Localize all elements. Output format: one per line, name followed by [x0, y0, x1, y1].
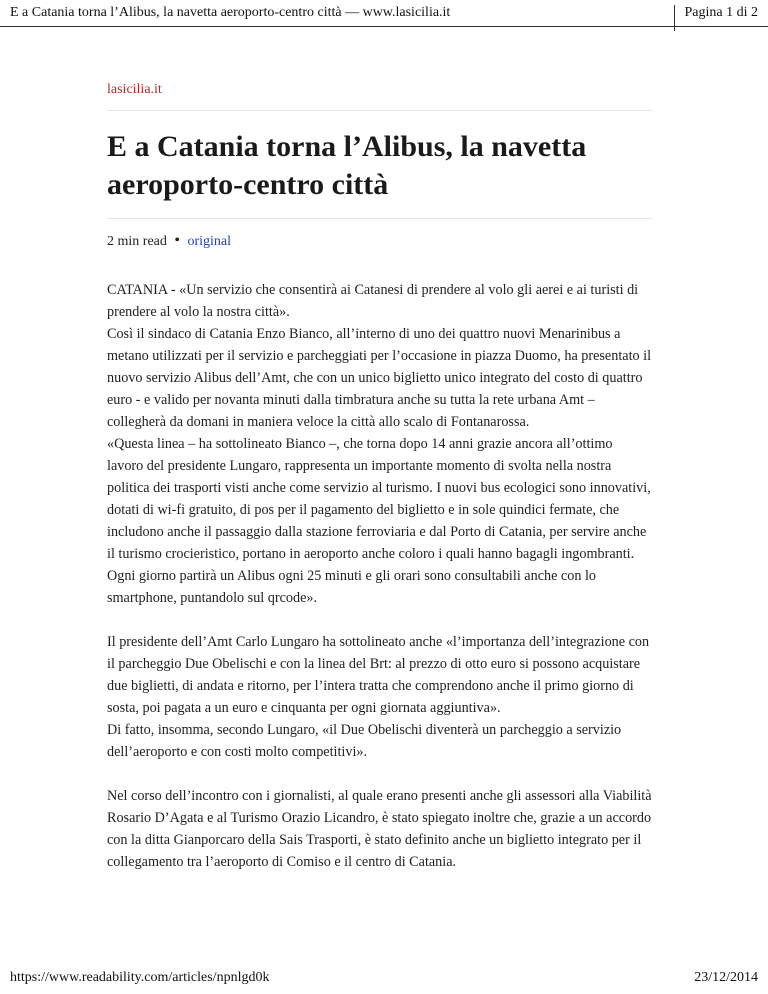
paragraph: Nel corso dell’incontro con i giornalisti, al quale erano presenti anche gli assessori alla Viabilità Rosario D’Agata e al Turismo Orazio Licandro, è stato spiegato inoltre che, grazie a un accordo con la ditta Gianporcaro della Sais Trasporti, è stato definito anche un biglietto integrato per il collegamento tra l’aeroporto di Comiso e il centro di Catania.: [107, 788, 652, 870]
divider-title: [107, 218, 652, 219]
paragraph: CATANIA - «Un servizio che consentirà ai Catanesi di prendere al volo gli aerei e ai turisti di prendere al volo la nostra città». Così il sindaco di Catania Enzo Bianco, all’interno di uno dei quattro nuovi Menarinibus a metano utilizzati per il servizio e parcheggiati per l’occasione in piazza Duomo, ha presentato il nuovo servizio Alibus dell’Amt, che con un unico biglietto unico integrato del costo di quattro euro - e valido per novanta minuti dalla timbratura anche su tutta la rete urbana Amt – collegherà da domani in maniera veloce la città allo scalo di Fontanarossa. «Questa linea – ha sottolineato Bianco –, che torna dopo 14 anni grazie ancora all’ottimo lavoro del presidente Lungaro, rappresenta un importante momento di svolta nella nostra politica dei trasporti visti anche come servizio al turismo. I nuovi bus ecologici sono innovativi, dotati di wi-fi gratuito, di pos per il pagamento del biglietto e in sole quindici fermate, che includono anche il passaggio dalla stazione ferroviaria e dal Porto di Catania, per servire anche il turismo crocieristico, portano in aeroporto anche coloro i quali hanno bagagli ingombranti. Ogni giorno partirà un Alibus ogni 25 minuti e gli orari sono consultabili anche con lo smartphone, puntandolo sul qrcode».: [107, 282, 652, 606]
article-meta: [107, 232, 652, 251]
site-name[interactable]: lasicilia.it: [107, 82, 162, 97]
print-footer-date: 23/12/2014: [694, 970, 758, 985]
article-title: E a Catania torna l’Alibus, la navetta aeroporto-centro città: [107, 130, 587, 201]
original-link[interactable]: original: [187, 234, 232, 249]
print-footer-url: https://www.readability.com/articles/npnlgd0k: [10, 970, 270, 985]
divider-top: [107, 110, 652, 111]
meta-separator: •: [174, 232, 180, 249]
print-header-page: Pagina 1 di 2: [684, 5, 758, 20]
paragraph: Il presidente dell’Amt Carlo Lungaro ha sottolineato anche «l’importanza dell’integrazione con il parcheggio Due Obelischi e con la linea del Brt: al prezzo di otto euro si possono acquistare due biglietti, di andata e ritorno, per l’intera tratta che comprendono anche il primo giorno di sosta, poi pagata a un euro e cinquanta per ogni giornata aggiuntiva». Di fatto, insomma, secondo Lungaro, «il Due Obelischi diventerà un parcheggio a servizio dell’aeroporto e con costi molto competitivi».: [107, 634, 650, 760]
header-divider: [674, 5, 675, 31]
read-time: 2 min read: [107, 234, 167, 249]
print-header-title: E a Catania torna l’Alibus, la navetta aeroporto-centro città — www.lasicilia.it: [10, 5, 451, 20]
article-body: [107, 279, 652, 873]
article: [107, 82, 652, 895]
header-rule: [0, 26, 768, 27]
print-header: [10, 5, 758, 27]
print-footer: [10, 970, 758, 992]
